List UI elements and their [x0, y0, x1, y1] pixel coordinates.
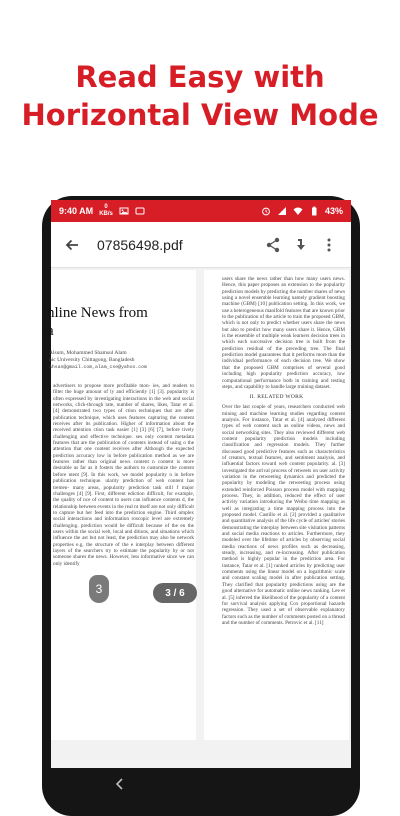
share-button[interactable] — [261, 233, 285, 257]
battery-icon — [309, 206, 319, 216]
status-time: 9:40 AM — [59, 206, 94, 216]
nav-back-button[interactable] — [113, 777, 127, 791]
headline-line-2: Horizontal View Mode — [21, 98, 379, 132]
pdf-email: ahsan@gmail.com,alam_cse@yahoo.com — [49, 365, 147, 370]
alarm-icon — [261, 206, 271, 216]
pdf-left-body: advertisers to propose more profitable mon- ies, and readers to filter the huge amount of ly and efficiently [1] [3]. popularity is often expressed by investigating interactions in the web and social networks, click-through rate, number of shares, likes, Tatar et al. [4] demonstrated two types of ction techniques that are after publication technique, which uses features capturing the content receives after its publication. Higher of information about the received attention ction task easier [1] [3] [6] [7], before tively challenging and effective technique. ses only content metadata features that are the publication of contents instead of using o the attention that one content receives after Although the expected prediction accuracy low in before publication method as we are features rather than original news content n content is more desirable as far as it fosters the authors to customize the content before ntent [9]. In this work, we model popularity n in before publication technique. ularity prediction of web content has tremen- many areas, popularity prediction task still f major challenges [4] [9]. First, different ediction difficult, for example, the quality of nce of content to users can influence contents d, the relationship between events in the real nt itself are not only difficult to capture but her feed into the prediction engine. Third omplex social interactions and information roscopic level are extremely challenging. prediction would be difficult because of the en the users within the social web, local and ditions, and situations which influence the ast but not least, the prediction may also be network properties e.g. the structure of the e interplay between different layers of the searchers try to estimate the popularity by or not someone shares the news. However, less informative since we can only identify — [53, 383, 194, 567]
headline-line-1: Read Easy with — [75, 60, 325, 94]
cast-notification-icon — [135, 206, 145, 216]
pdf-right-body-2: Over the last couple of years, researchers conducted web mining and machine learning studies regarding content analysis. For instance, Tatar et al. [4] analyzed different types of web content such as online videos, news and social networking sites. They also reviewed different web content popularity prediction models including classification and regression models. They further discussed good predictive features such as characteristics of creators, textual features, and sentiment analysis, and influential factors toward web content popularity. al. [3] investigated the arrival process of retweets on user activity variation in the retweeting dynamics and predicted the popularity by modeling the retweeting process using extended reinforced Poisson process model with mapping process. They, in addition, reduced the effect of user activity variation introducing the Weibo time mapping as well as integrating a time mapping process into the proposed model. Castillo et al. [2] provided a qualitative and quantitative analysis of the life cycle of articles' stories demonstrating the interplay between site visitation patterns and social media reactions to articles. Furthermore, they modeled over the lifetime of articles by observing social media reactions of news profiles such as decreasing, steady, increasing, and re-increasing. After publication method is highly popular in the prediction area. For instance, Tatar et al. [1] ranked articles by predicting user comments using the linear model on a logarithmic scale and constant scaling model in after publication setting. They clarified that popularity predictions using are the good alternative for automatic online news ranking. Lee et al. [5] inferred the likelihood of the popularity of a content for survival analysis applying Cox proportional hazards regression. They used a set of observable explanatory factors such as the number of comments posted on a thread and the number of comments. Petrovic et al. [11] — [222, 404, 345, 626]
pdf-affiliation: nic University Chittagong, Bangladesh — [49, 357, 135, 363]
wifi-icon — [293, 206, 303, 216]
download-button[interactable] — [289, 233, 313, 257]
signal-icon — [277, 206, 287, 216]
section-heading: II. RELATED WORK — [249, 394, 304, 401]
app-toolbar — [51, 222, 351, 268]
net-speed-unit: KB/s — [99, 211, 113, 217]
pdf-viewer[interactable] — [47, 268, 351, 768]
share-icon — [265, 237, 281, 253]
pdf-title-line-2: a — [47, 323, 54, 339]
page-scroll-handle[interactable]: 3 — [89, 575, 109, 603]
net-speed-value: 0 — [104, 204, 108, 210]
page-indicator: 3 / 6 — [153, 583, 197, 603]
pdf-page-left[interactable] — [47, 270, 196, 740]
image-notification-icon — [119, 206, 129, 216]
file-title: 07856498.pdf — [97, 236, 183, 253]
pdf-page-right[interactable] — [204, 270, 349, 740]
net-speed — [99, 204, 113, 218]
more-vert-icon — [321, 237, 337, 253]
more-options-button[interactable] — [317, 233, 341, 257]
promo-headline — [0, 58, 400, 134]
status-bar — [51, 200, 351, 222]
nav-back-icon — [115, 778, 125, 790]
pdf-title — [47, 304, 196, 340]
pdf-authors: Alsum, Mohammed Shamsul Alam — [49, 350, 127, 356]
system-nav-bar — [51, 768, 351, 800]
pdf-title-line-1: nline News from — [47, 305, 148, 321]
download-icon — [293, 237, 309, 253]
pdf-right-body-1: users share the news rather than how many users news. Hence, this paper proposes an extension to the popularity prediction models by predicting the number shares of news using a novel ensemble learning namely gradient boosting machine (GBM) [10] publication setting. In this work, we use a heterogeneous manifold features that are known prior to the publication of the article to train the proposed GBM, which is not only to predict whether users share the news but also to predict how many users share it. Hence, GBM is the ensemble of multiple weak learners decision trees in which each successive decision tree is built from the prediction residual of the preceding tree. The final prediction model guarantees that it performs more than the individual performance of each decision tree. We show that the proposed GBM comprises of several good including high popularity prediction accuracy, low computational performance both in training and testing steps, and capability to handle large training dataset. — [222, 276, 346, 390]
battery-percent: 43% — [324, 206, 343, 216]
app-screen — [47, 200, 351, 800]
back-arrow-icon — [64, 237, 80, 253]
back-button[interactable] — [61, 234, 83, 256]
